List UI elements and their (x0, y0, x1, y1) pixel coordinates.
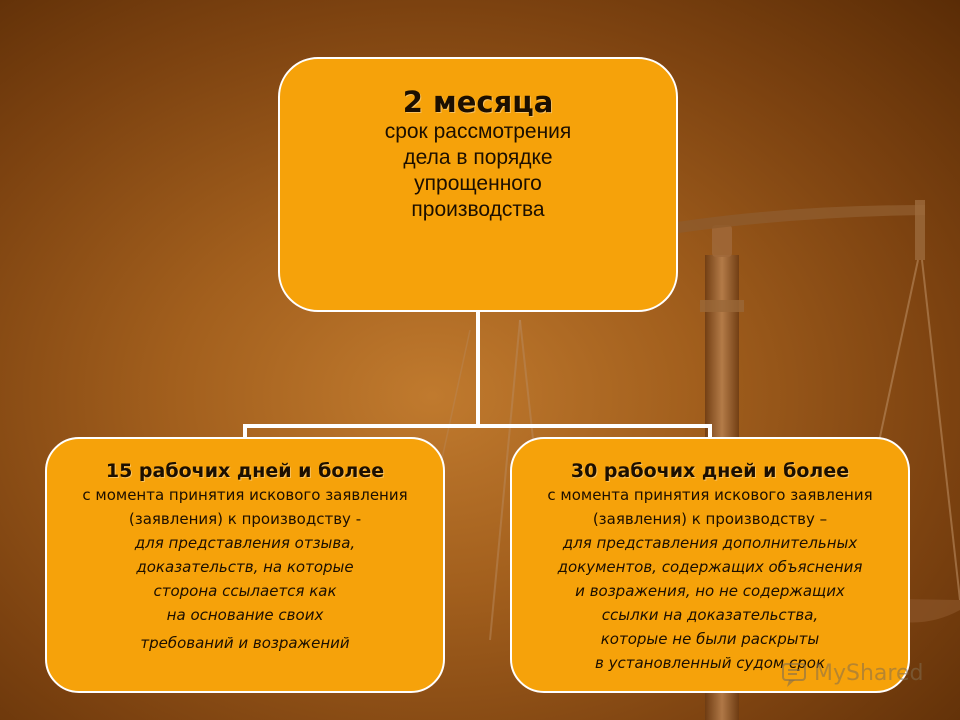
top-box-line: производства (411, 198, 545, 221)
top-box-line: срок рассмотрения (384, 120, 572, 143)
left-box-15-days (45, 437, 445, 693)
right-box-plain-text (512, 483, 908, 531)
right-box-plain-line: (заявления) к производству – (592, 510, 828, 528)
right-box-italic-line: и возражения, но не содержащих (575, 582, 845, 600)
right-box-italic-line: для представления дополнительных (562, 534, 858, 552)
top-box-line: дела в порядке (403, 146, 553, 169)
left-box-title: 15 рабочих дней и более (105, 460, 385, 482)
speech-bubble-icon (780, 660, 810, 690)
left-box-italic-line: сторона ссылается как (153, 582, 337, 600)
top-box-title: 2 месяца (402, 85, 554, 119)
connector-vertical-top (476, 311, 480, 426)
right-box-plain-line: с момента принятия искового заявления (547, 486, 873, 504)
top-box-description (280, 119, 676, 223)
left-box-plain-text (47, 483, 443, 531)
right-box-title: 30 рабочих дней и более (570, 460, 850, 482)
left-box-italic-line: на основание своих (166, 606, 324, 624)
left-box-italic-line: требований и возражений (140, 634, 350, 652)
left-box-italic-text (47, 531, 443, 655)
left-box-italic-line: доказательств, на которые (136, 558, 354, 576)
left-box-italic-line: для представления отзыва, (134, 534, 356, 552)
top-box-line: упрощенного (414, 172, 542, 195)
watermark-text: MyShared (814, 661, 924, 686)
right-box-italic-line: ссылки на доказательства, (601, 606, 819, 624)
right-box-italic-line: документов, содержащих объяснения (557, 558, 863, 576)
right-box-italic-text (512, 531, 908, 675)
watermark (780, 660, 925, 690)
right-box-italic-line: которые не были раскрыты (600, 630, 820, 648)
right-box-italic-line: в установленный судом срок (594, 654, 826, 672)
left-box-plain-line: (заявления) к производству - (128, 510, 362, 528)
connector-horizontal (243, 424, 712, 428)
right-box-30-days (510, 437, 910, 693)
top-box-two-months (278, 57, 678, 312)
left-box-plain-line: с момента принятия искового заявления (82, 486, 408, 504)
